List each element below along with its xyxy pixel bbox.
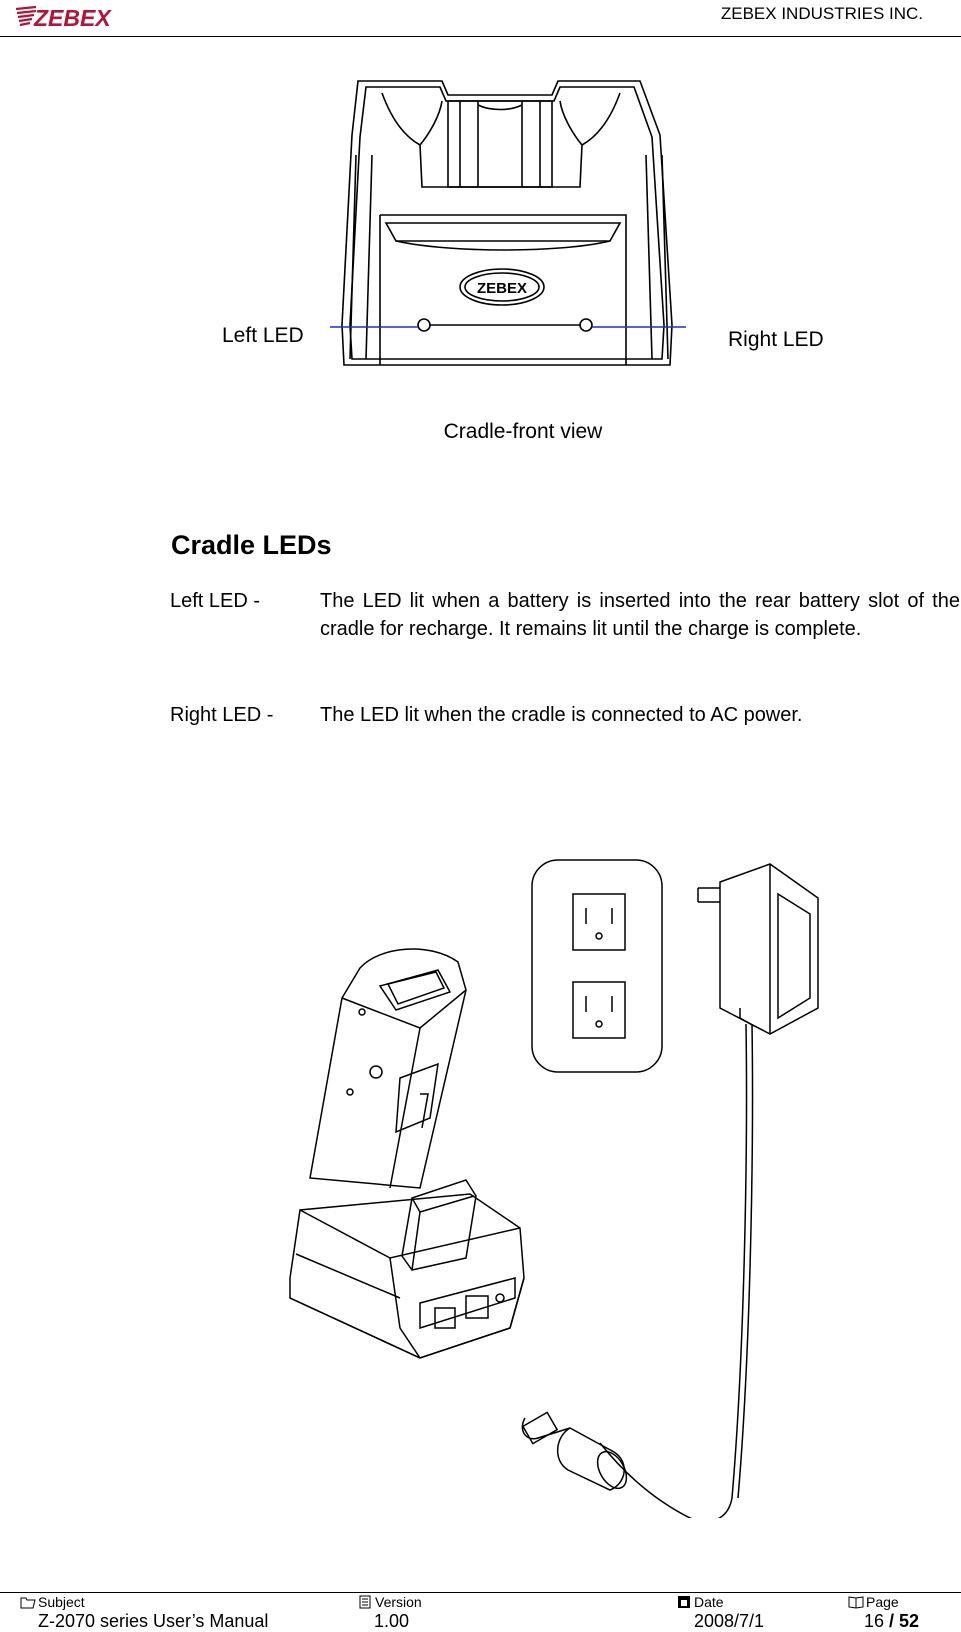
footer-page-label: Page [866,1594,899,1610]
header-divider [0,36,961,37]
footer-page-current: 16 [864,1611,885,1631]
left-led-indicator [418,319,430,331]
right-led-indicator [580,319,592,331]
led-term-left: Left LED - [170,590,261,612]
footer-date [676,1594,724,1610]
folder-icon [20,1595,36,1609]
zebex-logo [14,4,139,35]
footer-page-value [864,1611,919,1632]
right-led-label: Right LED [728,328,824,351]
figure-caption: Cradle-front view [443,420,603,443]
led-term-right: Right LED - [170,704,274,726]
footer-divider [0,1592,961,1593]
footer-subject [20,1594,85,1610]
section-title: Cradle LEDs [171,530,332,560]
book-icon [848,1595,864,1609]
led-desc-right: The LED lit when the cradle is connected to AC power. [320,704,803,726]
cradle-ac-connection-illustration [270,858,830,1518]
footer-date-label: Date [694,1594,724,1610]
company-name: ZEBEX INDUSTRIES INC. [720,4,923,23]
footer-page-total: / 52 [889,1611,920,1631]
footer-subject-value: Z-2070 series User’s Manual [38,1611,269,1631]
svg-text:ZEBEX: ZEBEX [34,5,111,30]
footer-subject-label: Subject [38,1594,85,1610]
cradle-front-illustration [330,75,710,395]
footer-version-value: 1.00 [374,1611,410,1631]
led-desc-left: The LED lit when a battery is inserted into the rear battery slot of the cradle for recharge. It remains lit until the charge is complete. [320,590,960,640]
footer-version [357,1594,422,1610]
left-led-label: Left LED [222,324,304,347]
footer-version-label: Version [375,1594,422,1610]
footer-page [848,1594,899,1610]
calendar-icon [676,1595,692,1609]
document-icon [357,1595,373,1609]
svg-text:ZEBEX: ZEBEX [476,280,528,297]
footer-date-value: 2008/7/1 [694,1611,765,1631]
